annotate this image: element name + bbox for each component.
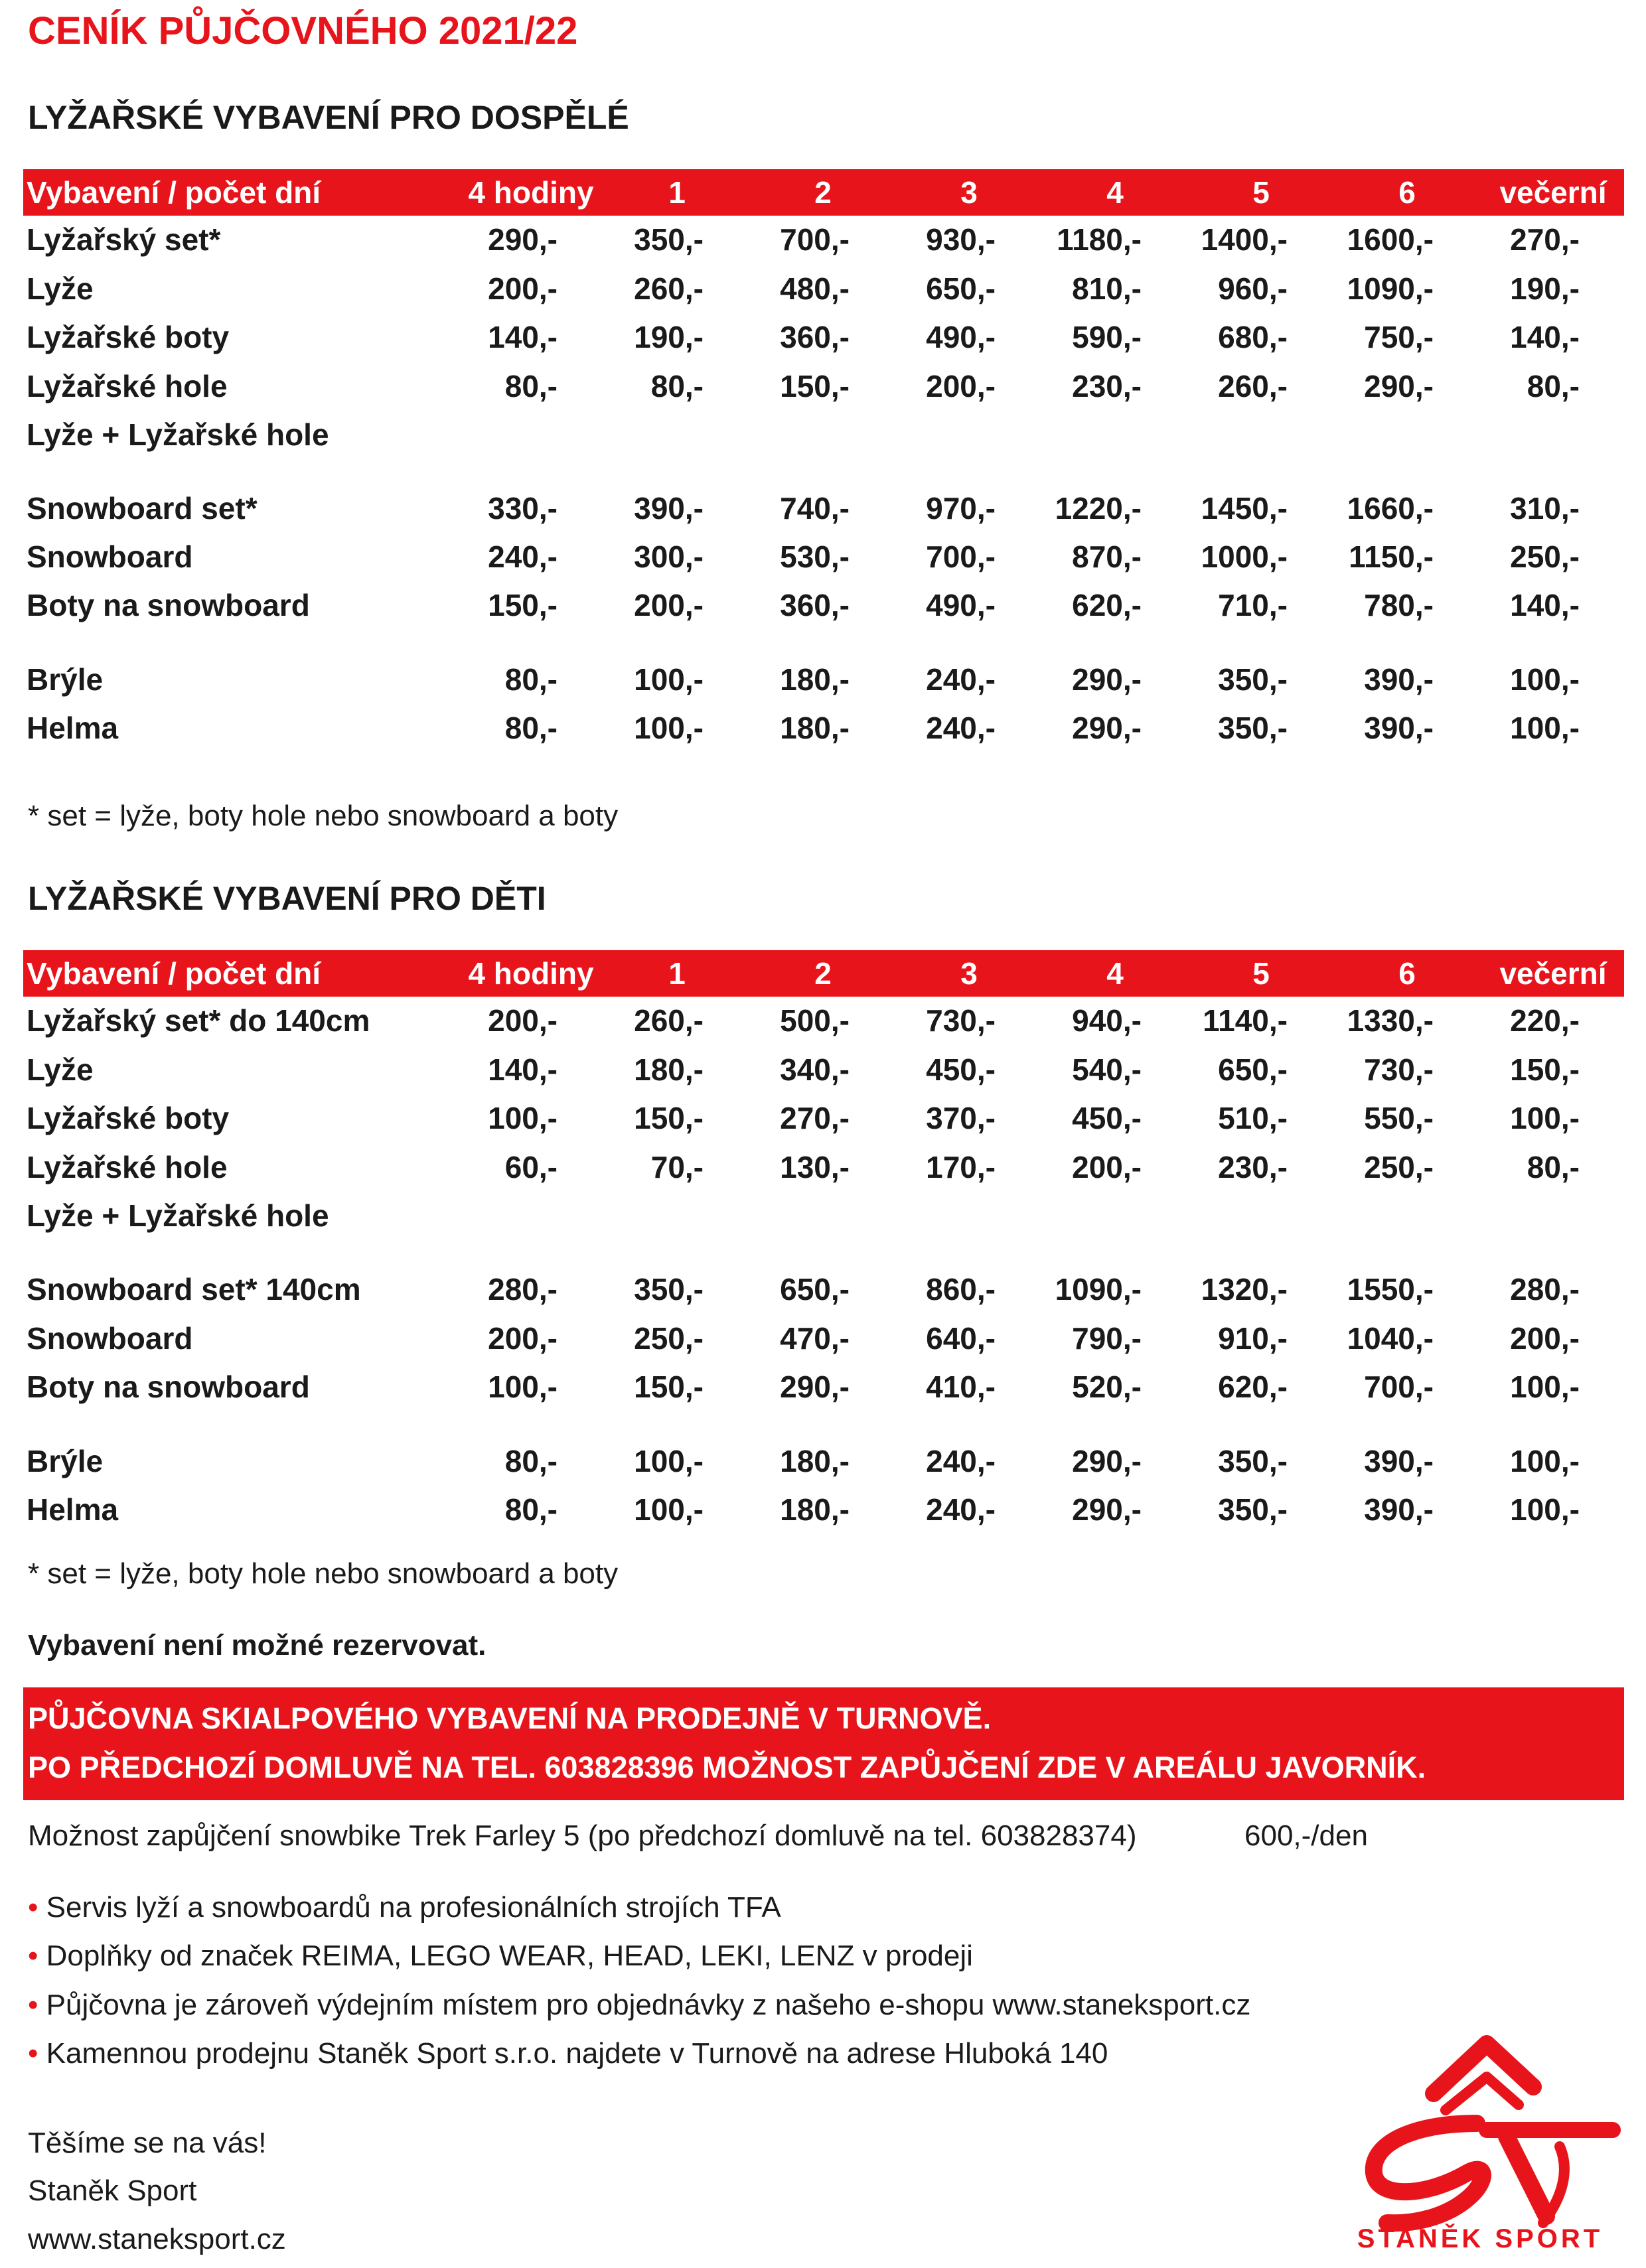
adults-table-row: [0, 216, 1646, 265]
column-header-4: 4: [1106, 175, 1124, 210]
price-cell: 290,-: [780, 1370, 850, 1404]
column-header-3: 3: [960, 175, 978, 210]
column-header-6: 6: [1398, 175, 1416, 210]
row-label: Lyžařský set* do 140cm: [27, 1003, 370, 1038]
row-label: Snowboard: [27, 539, 193, 574]
kids-table-row: [0, 1144, 1646, 1192]
price-cell: 390,-: [634, 491, 704, 526]
no-reservation-note: Vybavení není možné rezervovat.: [28, 1629, 486, 1662]
service-list-item: [28, 2034, 1108, 2074]
price-cell: 520,-: [1072, 1370, 1142, 1404]
bullet-icon: •: [28, 1940, 38, 1972]
price-cell: 740,-: [780, 491, 850, 526]
price-cell: 240,-: [926, 711, 996, 745]
price-cell: 1600,-: [1347, 222, 1434, 257]
bullet-icon: •: [28, 1989, 38, 2021]
price-cell: 700,-: [780, 222, 850, 257]
kids-table-row: [0, 1315, 1646, 1364]
price-cell: 150,-: [488, 588, 558, 622]
price-cell: 700,-: [1364, 1370, 1434, 1404]
price-cell: 1450,-: [1201, 491, 1288, 526]
price-cell: 450,-: [926, 1052, 996, 1087]
price-cell: 140,-: [488, 1052, 558, 1087]
row-label: Lyžařské hole: [27, 369, 228, 403]
price-cell: 290,-: [488, 222, 558, 257]
price-cell: 150,-: [1510, 1052, 1580, 1087]
price-cell: 590,-: [1072, 320, 1142, 354]
row-label: Helma: [27, 1492, 119, 1527]
service-list-item: [28, 1888, 781, 1928]
price-cell: 290,-: [1072, 1444, 1142, 1478]
price-cell: 280,-: [488, 1272, 558, 1307]
row-label: Snowboard: [27, 1321, 193, 1356]
price-cell: 650,-: [1218, 1052, 1288, 1087]
price-cell: 970,-: [926, 491, 996, 526]
price-cell: 60,-: [504, 1150, 558, 1184]
row-label: Snowboard set* 140cm: [27, 1272, 361, 1307]
signoff-greeting: Těšíme se na vás!: [28, 2127, 267, 2159]
skialp-promo-banner: [23, 1687, 1624, 1800]
price-cell: 1090,-: [1055, 1272, 1142, 1307]
column-header-item: Vybavení / počet dní: [27, 956, 321, 991]
price-cell: 200,-: [488, 1321, 558, 1356]
price-cell: 290,-: [1072, 662, 1142, 697]
price-cell: 940,-: [1072, 1003, 1142, 1038]
bullet-icon: •: [28, 2037, 38, 2070]
snowbike-price: 600,-/den: [1244, 1819, 1368, 1852]
price-cell: 1090,-: [1347, 271, 1434, 306]
adults-table-row: [0, 265, 1646, 314]
service-list-item: [28, 1985, 1250, 2025]
price-cell: 140,-: [488, 320, 558, 354]
kids-table-row: [0, 1486, 1646, 1535]
price-cell: 360,-: [780, 588, 850, 622]
column-header-4: 4: [1106, 956, 1124, 991]
price-cell: 650,-: [780, 1272, 850, 1307]
price-cell: 180,-: [634, 1052, 704, 1087]
column-header-6: 6: [1398, 956, 1416, 991]
kids-table-row: [0, 1438, 1646, 1486]
price-cell: 350,-: [1218, 1444, 1288, 1478]
price-cell: 1180,-: [1057, 222, 1142, 257]
logo-wordmark: STANĚK SPORT: [1357, 2224, 1604, 2253]
row-label: Lyžařské boty: [27, 320, 230, 354]
adults-table-row: [0, 705, 1646, 753]
price-cell: 870,-: [1072, 539, 1142, 574]
price-cell: 100,-: [634, 1444, 704, 1478]
price-cell: 620,-: [1218, 1370, 1288, 1404]
price-cell: 200,-: [1072, 1150, 1142, 1184]
row-label: Lyže: [27, 271, 94, 306]
adults-table-row: [0, 485, 1646, 533]
price-cell: 240,-: [926, 662, 996, 697]
kids-table-row: [0, 1192, 1646, 1241]
price-cell: 250,-: [634, 1321, 704, 1356]
adults-table-row: [0, 533, 1646, 582]
price-cell: 390,-: [1364, 711, 1434, 745]
price-cell: 490,-: [926, 588, 996, 622]
price-cell: 620,-: [1072, 588, 1142, 622]
price-cell: 490,-: [926, 320, 996, 354]
column-header-5: 5: [1252, 956, 1270, 991]
row-label: Brýle: [27, 662, 104, 697]
row-label: Lyžařský set*: [27, 222, 221, 257]
price-cell: 80,-: [504, 662, 558, 697]
price-cell: 130,-: [780, 1150, 850, 1184]
price-cell: 200,-: [488, 1003, 558, 1038]
price-cell: 270,-: [1510, 222, 1580, 257]
price-cell: 150,-: [634, 1101, 704, 1135]
adults-set-note: * set = lyže, boty hole nebo snowboard a boty: [28, 800, 619, 832]
row-label: Boty na snowboard: [27, 1370, 310, 1404]
price-cell: 450,-: [1072, 1101, 1142, 1135]
price-cell: 250,-: [1510, 539, 1580, 574]
price-cell: 100,-: [1510, 1444, 1580, 1478]
price-cell: 350,-: [634, 222, 704, 257]
price-cell: 100,-: [1510, 1492, 1580, 1527]
column-header-evening: večerní: [1499, 956, 1607, 991]
adults-section-heading: LYŽAŘSKÉ VYBAVENÍ PRO DOSPĚLÉ: [28, 99, 629, 136]
price-cell: 390,-: [1364, 1492, 1434, 1527]
signoff-website: www.staneksport.cz: [28, 2223, 286, 2255]
logo-mark-icon: [1334, 2030, 1626, 2256]
kids-section-heading: LYŽAŘSKÉ VYBAVENÍ PRO DĚTI: [28, 880, 546, 917]
price-cell: 200,-: [926, 369, 996, 403]
price-cell: 100,-: [1510, 662, 1580, 697]
column-header-evening: večerní: [1499, 175, 1607, 210]
price-cell: 70,-: [650, 1150, 704, 1184]
column-header-3: 3: [960, 956, 978, 991]
row-label: Lyže: [27, 1052, 94, 1087]
promo-line-1: PŮJČOVNA SKIALPOVÉHO VYBAVENÍ NA PRODEJNĚ V TURNOVĚ.: [28, 1701, 992, 1735]
promo-line-2: PO PŘEDCHOZÍ DOMLUVĚ NA TEL. 603828396 MOŽNOST ZAPŮJČENÍ ZDE V AREÁLU JAVORNÍK.: [28, 1750, 1426, 1784]
price-cell: 1000,-: [1201, 539, 1288, 574]
price-cell: 100,-: [634, 711, 704, 745]
adults-table-row: [0, 582, 1646, 630]
adults-table-row: [0, 314, 1646, 362]
price-cell: 280,-: [1510, 1272, 1580, 1307]
price-cell: 810,-: [1072, 271, 1142, 306]
price-cell: 260,-: [1218, 369, 1288, 403]
price-cell: 1660,-: [1347, 491, 1434, 526]
price-cell: 1040,-: [1347, 1321, 1434, 1356]
adults-table-row: [0, 656, 1646, 705]
price-cell: 500,-: [780, 1003, 850, 1038]
price-cell: 530,-: [780, 539, 850, 574]
price-cell: 860,-: [926, 1272, 996, 1307]
column-header-item: Vybavení / počet dní: [27, 175, 321, 210]
price-cell: 80,-: [1527, 1150, 1580, 1184]
snowbike-offer: Možnost zapůjčení snowbike Trek Farley 5 (po předchozí domluvě na tel. 603828374): [28, 1819, 1137, 1852]
price-cell: 300,-: [634, 539, 704, 574]
kids-table-row: [0, 1046, 1646, 1095]
row-label: Lyžařské hole: [27, 1150, 228, 1184]
price-cell: 240,-: [926, 1444, 996, 1478]
price-cell: 1330,-: [1347, 1003, 1434, 1038]
price-cell: 1140,-: [1203, 1003, 1288, 1038]
price-cell: 410,-: [926, 1370, 996, 1404]
price-cell: 200,-: [634, 588, 704, 622]
price-cell: 480,-: [780, 271, 850, 306]
price-cell: 350,-: [1218, 711, 1288, 745]
service-list-text: Půjčovna je zároveň výdejním místem pro objednávky z našeho e-shopu www.staneksport.cz: [46, 1989, 1251, 2021]
price-cell: 510,-: [1218, 1101, 1288, 1135]
price-cell: 240,-: [926, 1492, 996, 1527]
price-cell: 310,-: [1510, 491, 1580, 526]
price-cell: 540,-: [1072, 1052, 1142, 1087]
price-cell: 140,-: [1510, 320, 1580, 354]
price-cell: 1320,-: [1201, 1272, 1288, 1307]
price-cell: 260,-: [634, 271, 704, 306]
price-cell: 190,-: [634, 320, 704, 354]
column-header-4h: 4 hodiny: [468, 175, 594, 210]
price-cell: 200,-: [1510, 1321, 1580, 1356]
price-cell: 100,-: [634, 1492, 704, 1527]
price-cell: 200,-: [488, 271, 558, 306]
kids-table-header: [23, 950, 1624, 997]
price-cell: 150,-: [634, 1370, 704, 1404]
price-cell: 350,-: [634, 1272, 704, 1307]
stanek-sport-logo: [1334, 2030, 1626, 2256]
price-cell: 290,-: [1072, 1492, 1142, 1527]
price-cell: 80,-: [504, 369, 558, 403]
price-cell: 700,-: [926, 539, 996, 574]
price-cell: 180,-: [780, 1444, 850, 1478]
price-cell: 350,-: [1218, 1492, 1288, 1527]
price-cell: 100,-: [1510, 1370, 1580, 1404]
kids-table-row: [0, 1364, 1646, 1412]
adults-table-row: [0, 411, 1646, 460]
price-cell: 80,-: [504, 711, 558, 745]
price-cell: 350,-: [1218, 662, 1288, 697]
price-cell: 140,-: [1510, 588, 1580, 622]
price-cell: 960,-: [1218, 271, 1288, 306]
price-cell: 370,-: [926, 1101, 996, 1135]
price-cell: 180,-: [780, 662, 850, 697]
price-cell: 80,-: [1527, 369, 1580, 403]
price-cell: 390,-: [1364, 1444, 1434, 1478]
price-cell: 220,-: [1510, 1003, 1580, 1038]
column-header-1: 1: [668, 956, 686, 991]
price-cell: 730,-: [1364, 1052, 1434, 1087]
price-cell: 680,-: [1218, 320, 1288, 354]
price-cell: 240,-: [488, 539, 558, 574]
price-cell: 100,-: [1510, 1101, 1580, 1135]
price-cell: 730,-: [926, 1003, 996, 1038]
price-cell: 930,-: [926, 222, 996, 257]
price-cell: 180,-: [780, 711, 850, 745]
price-cell: 470,-: [780, 1321, 850, 1356]
row-label: Lyže + Lyžařské hole: [27, 1198, 329, 1233]
price-cell: 180,-: [780, 1492, 850, 1527]
price-cell: 1220,-: [1055, 491, 1142, 526]
column-header-2: 2: [814, 956, 832, 991]
kids-set-note: * set = lyže, boty hole nebo snowboard a boty: [28, 1557, 619, 1590]
adults-table-header: [23, 169, 1624, 216]
column-header-4h: 4 hodiny: [468, 956, 594, 991]
price-cell: 640,-: [926, 1321, 996, 1356]
kids-table-row: [0, 997, 1646, 1046]
price-cell: 330,-: [488, 491, 558, 526]
price-cell: 80,-: [650, 369, 704, 403]
price-cell: 100,-: [488, 1370, 558, 1404]
price-cell: 710,-: [1218, 588, 1288, 622]
kids-table-row: [0, 1095, 1646, 1143]
row-label: Helma: [27, 711, 119, 745]
price-cell: 190,-: [1510, 271, 1580, 306]
price-cell: 780,-: [1364, 588, 1434, 622]
row-label: Boty na snowboard: [27, 588, 310, 622]
price-cell: 250,-: [1364, 1150, 1434, 1184]
price-cell: 290,-: [1364, 369, 1434, 403]
service-list-text: Kamennou prodejnu Staněk Sport s.r.o. najdete v Turnově na adrese Hluboká 140: [46, 2037, 1108, 2070]
price-cell: 100,-: [1510, 711, 1580, 745]
column-header-1: 1: [668, 175, 686, 210]
price-cell: 550,-: [1364, 1101, 1434, 1135]
price-cell: 80,-: [504, 1492, 558, 1527]
price-cell: 230,-: [1218, 1150, 1288, 1184]
price-cell: 290,-: [1072, 711, 1142, 745]
price-cell: 340,-: [780, 1052, 850, 1087]
price-cell: 270,-: [780, 1101, 850, 1135]
price-cell: 390,-: [1364, 662, 1434, 697]
price-cell: 260,-: [634, 1003, 704, 1038]
signoff-company: Staněk Sport: [28, 2174, 197, 2207]
row-label: Lyžařské boty: [27, 1101, 230, 1135]
price-cell: 790,-: [1072, 1321, 1142, 1356]
price-cell: 1400,-: [1201, 222, 1288, 257]
price-cell: 1150,-: [1349, 539, 1434, 574]
price-cell: 230,-: [1072, 369, 1142, 403]
price-cell: 150,-: [780, 369, 850, 403]
price-cell: 170,-: [926, 1150, 996, 1184]
row-label: Brýle: [27, 1444, 104, 1478]
price-cell: 650,-: [926, 271, 996, 306]
column-header-2: 2: [814, 175, 832, 210]
service-list-item: [28, 1936, 973, 1976]
kids-table-row: [0, 1266, 1646, 1314]
price-cell: 360,-: [780, 320, 850, 354]
row-label: Snowboard set*: [27, 491, 258, 526]
page-title: CENÍK PŮJČOVNÉHO 2021/22: [28, 9, 578, 52]
row-label: Lyže + Lyžařské hole: [27, 417, 329, 452]
price-cell: 100,-: [634, 662, 704, 697]
column-header-5: 5: [1252, 175, 1270, 210]
price-cell: 750,-: [1364, 320, 1434, 354]
price-cell: 100,-: [488, 1101, 558, 1135]
price-cell: 910,-: [1218, 1321, 1288, 1356]
service-list-text: Servis lyží a snowboardů na profesionálních strojích TFA: [46, 1891, 781, 1924]
bullet-icon: •: [28, 1891, 38, 1924]
price-cell: 80,-: [504, 1444, 558, 1478]
service-list-text: Doplňky od značek REIMA, LEGO WEAR, HEAD, LEKI, LENZ v prodeji: [46, 1940, 973, 1972]
price-cell: 1550,-: [1347, 1272, 1434, 1307]
adults-table-row: [0, 363, 1646, 411]
